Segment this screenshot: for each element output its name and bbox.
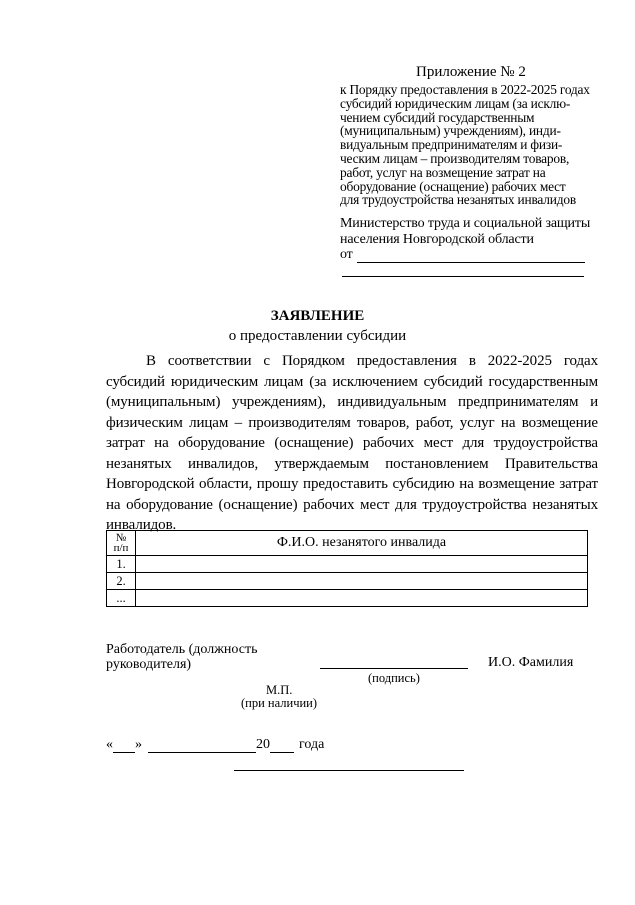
row-number: 1. bbox=[107, 556, 136, 573]
appendix-line: работ, услуг на возмещение затрат на bbox=[340, 164, 546, 180]
body-line: В соответствии с Порядком предоставления в 2022-2025 годах bbox=[146, 353, 598, 369]
header-number-abbr: п/п bbox=[113, 542, 129, 554]
employer-line: Работодатель (должность bbox=[106, 642, 258, 657]
date-line bbox=[106, 737, 324, 753]
appendix-line: для трудоустройства незанятых инвалидов bbox=[340, 192, 576, 208]
addressee-blank-line bbox=[342, 276, 584, 277]
day-blank bbox=[113, 739, 135, 753]
header-number-cell bbox=[107, 531, 136, 556]
row-name-cell[interactable] bbox=[136, 590, 588, 607]
disabled-persons-table bbox=[106, 530, 588, 607]
appendix-line: чением субсидий государственным bbox=[340, 109, 535, 125]
table-row bbox=[107, 573, 588, 590]
appendix-line: к Порядку предоставления в 2022-2025 годах bbox=[340, 82, 590, 97]
body-line: на оборудование (оснащение) рабочих мест для трудоустройства незанятых bbox=[106, 496, 598, 513]
appendix-line: оборудование (оснащение) рабочих мест bbox=[340, 178, 566, 194]
row-name-cell[interactable] bbox=[136, 556, 588, 573]
document-title: ЗАЯВЛЕНИЕ bbox=[270, 308, 365, 324]
row-name-cell[interactable] bbox=[136, 573, 588, 590]
date-open-quote: « bbox=[106, 737, 113, 752]
table-row bbox=[107, 556, 588, 573]
bottom-blank-line bbox=[234, 770, 464, 771]
body-line: инвалидов. bbox=[106, 517, 177, 533]
appendix-line: видуальным предпринимателям и физи- bbox=[340, 137, 563, 153]
document-subtitle: о предоставлении субсидии bbox=[228, 328, 407, 344]
appendix-title: Приложение № 2 bbox=[416, 64, 526, 80]
signer-name: И.О. Фамилия bbox=[488, 655, 574, 670]
signature-line bbox=[320, 668, 468, 669]
seal-note: (при наличии) bbox=[241, 696, 318, 710]
date-close-quote: » bbox=[135, 737, 142, 752]
table-row bbox=[107, 590, 588, 607]
month-blank bbox=[148, 739, 256, 753]
addressee-line: Министерство труда и социальной защиты bbox=[340, 216, 591, 231]
header-name-cell: Ф.И.О. незанятого инвалида bbox=[136, 531, 588, 556]
employer-label bbox=[106, 643, 257, 672]
row-number: ... bbox=[107, 590, 136, 607]
year-blank bbox=[270, 739, 294, 753]
from-label: от bbox=[340, 247, 353, 262]
appendix-line: субсидий юридическим лицам (за исклю- bbox=[340, 95, 571, 111]
addressee-line: населения Новгородской области bbox=[340, 231, 534, 247]
application-body bbox=[106, 351, 598, 536]
employer-line: руководителя) bbox=[106, 656, 192, 672]
appendix-line: ческим лицам – производителям товаров, bbox=[340, 150, 570, 166]
seal-label: М.П. bbox=[266, 683, 293, 697]
year-prefix: 20 bbox=[256, 737, 270, 752]
from-blank bbox=[357, 248, 585, 263]
body-line: незанятых инвалидов, утверждаемым постановлением Правительства bbox=[106, 455, 598, 472]
body-line: физическим лицам – производителям товаров, работ, услуг на возмещение bbox=[106, 414, 598, 431]
addressee-block bbox=[340, 216, 602, 263]
appendix-reference bbox=[340, 83, 598, 207]
row-number: 2. bbox=[107, 573, 136, 590]
signature-caption: (подпись) bbox=[368, 671, 420, 685]
appendix-line: (муниципальным) учреждениям), инди- bbox=[340, 123, 561, 139]
body-line: субсидий юридическим лицам (за исключением субсидий государственным bbox=[106, 373, 598, 390]
body-line: (муниципальным) учреждениям), индивидуальным предпринимателям и bbox=[106, 394, 598, 410]
from-line bbox=[340, 247, 602, 263]
body-line: затрат на оборудование (оснащение) рабочих мест для трудоустройства bbox=[106, 435, 598, 451]
body-line: Новгородской области, прошу предоставить субсидию на возмещение затрат bbox=[106, 476, 598, 492]
table-header-row bbox=[107, 531, 588, 556]
header-number-sign: № bbox=[115, 532, 127, 544]
year-suffix: года bbox=[299, 737, 325, 752]
